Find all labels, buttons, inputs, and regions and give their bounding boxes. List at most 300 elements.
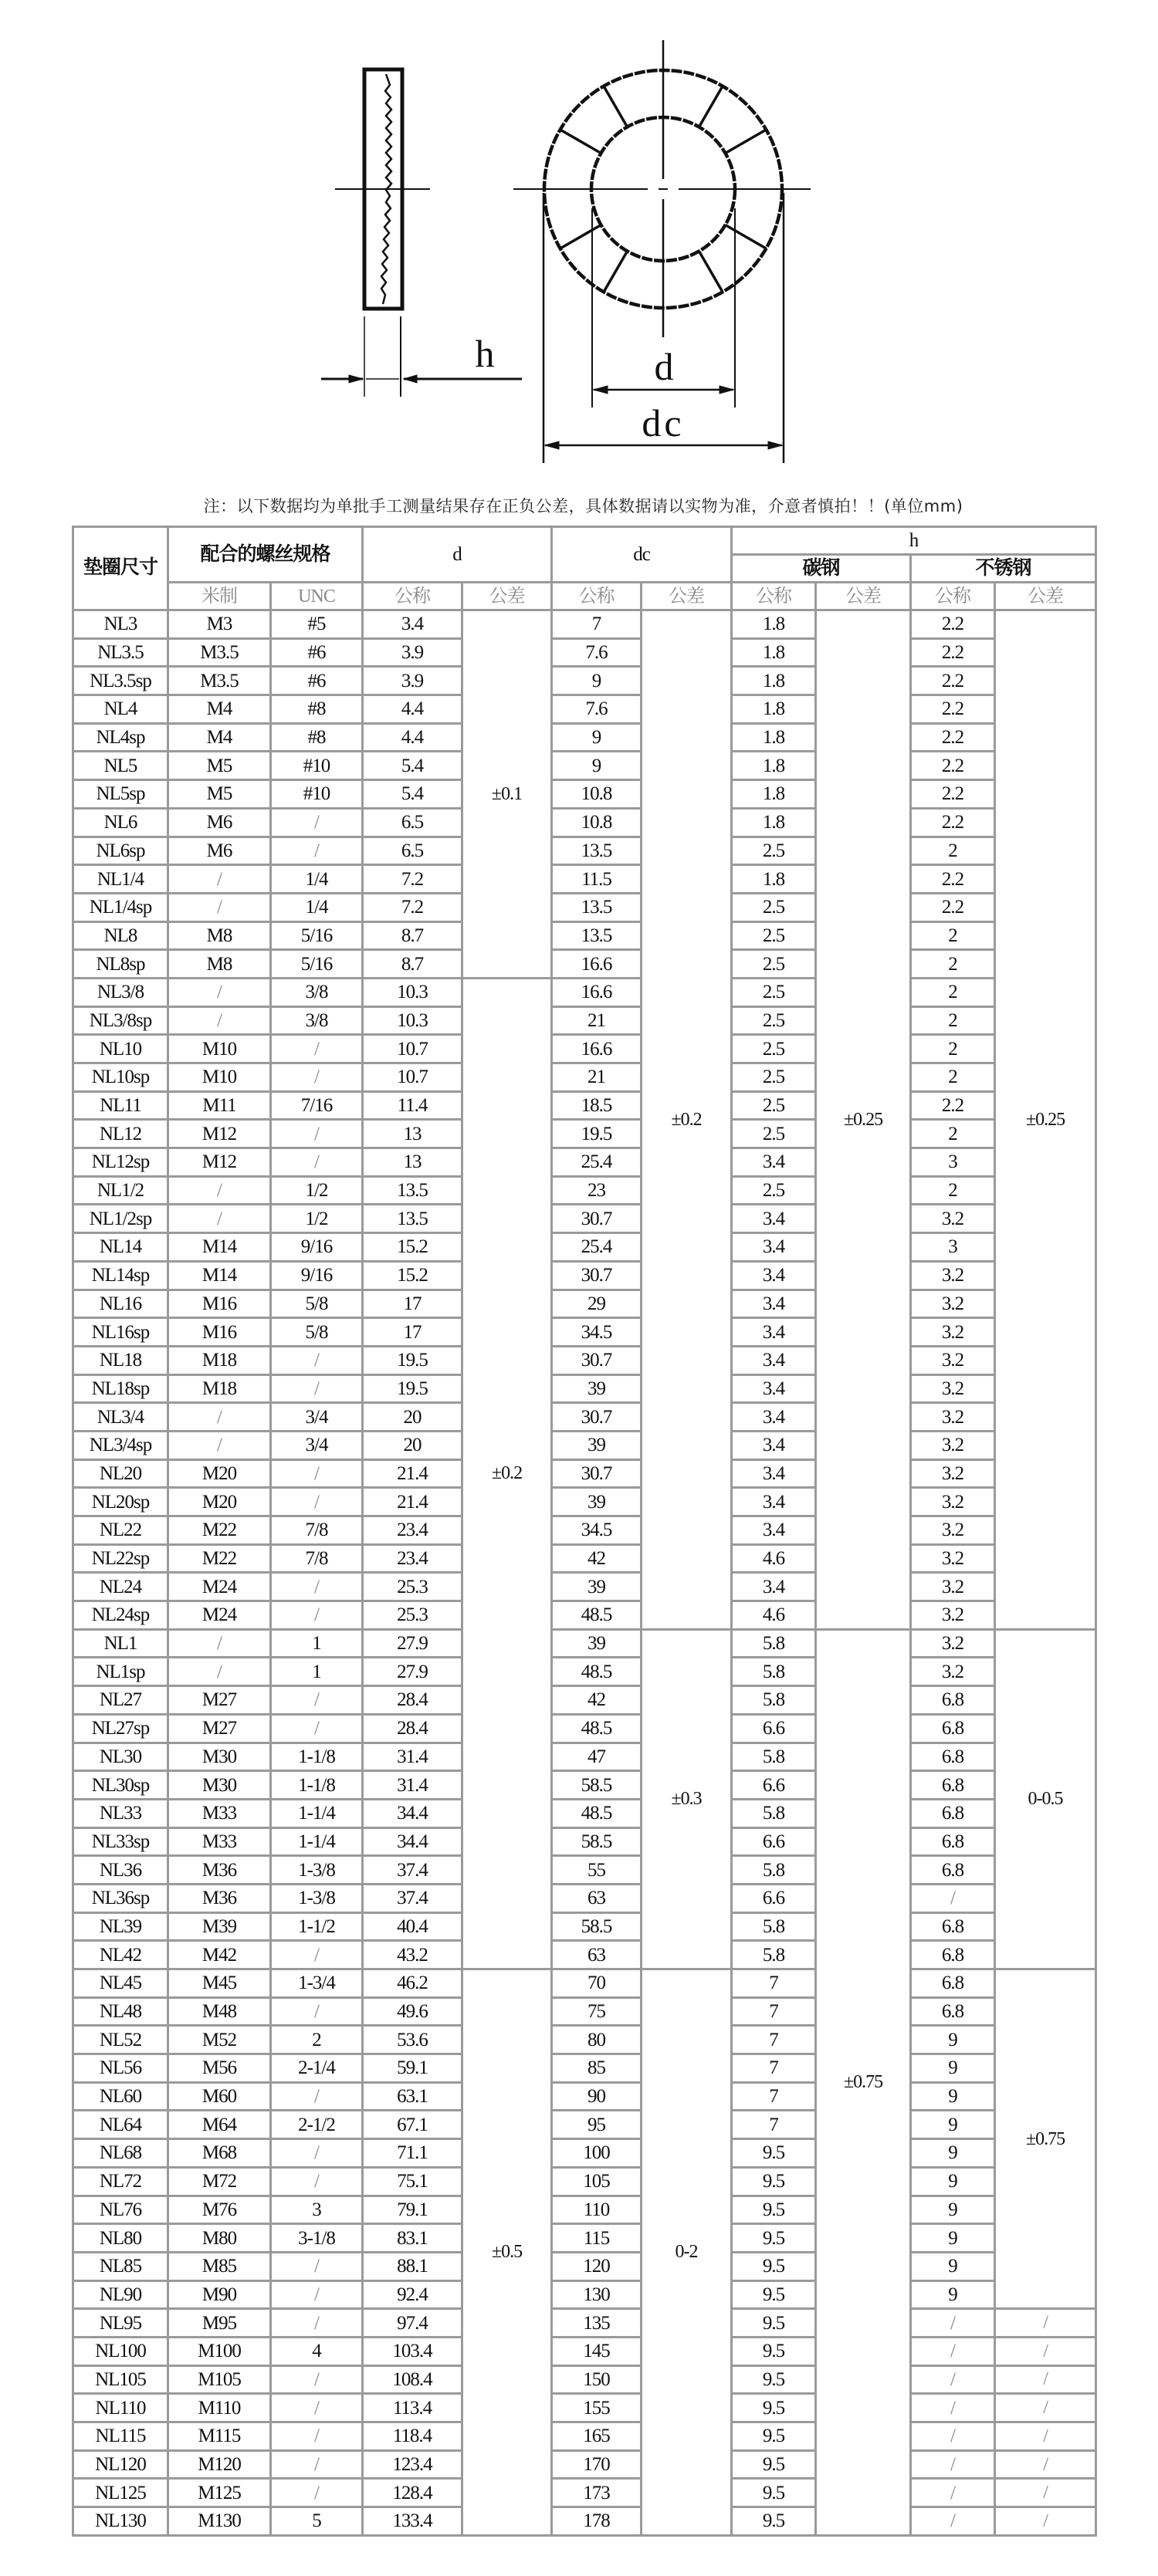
d-nominal: 37.4: [363, 1884, 462, 1912]
washer-size: NL3/8sp: [73, 1006, 168, 1035]
dc-nominal: 58.5: [552, 1771, 642, 1800]
dc-nominal: 34.5: [552, 1516, 642, 1545]
unc-thread: #6: [271, 638, 363, 667]
metric-thread: M115: [168, 2422, 271, 2451]
h-stainless-nominal: 6.8: [911, 1912, 995, 1941]
header-carbon-tolerance: 公差: [816, 583, 911, 610]
washer-size: NL24: [73, 1573, 168, 1601]
h-carbon-nominal: 5.8: [732, 1912, 816, 1941]
d-nominal: 6.5: [363, 837, 462, 865]
unc-thread: /: [271, 2365, 363, 2394]
h-carbon-nominal: 1.8: [732, 865, 816, 894]
washer-tooth-line: [699, 252, 723, 292]
d-nominal: 20: [363, 1431, 462, 1459]
header-stainless-nominal: 公称: [911, 583, 995, 610]
unc-thread: 1/4: [271, 893, 363, 921]
table-row: [73, 2309, 1096, 2338]
h-stainless-nominal: 6.8: [911, 1714, 995, 1743]
washer-size: NL10sp: [73, 1063, 168, 1092]
dc-nominal: 58.5: [552, 1912, 642, 1941]
dc-nominal: 48.5: [552, 1658, 642, 1686]
h-carbon-nominal: 7: [732, 2111, 816, 2139]
dc-nominal: 9: [552, 752, 642, 780]
d-nominal: 4.4: [363, 723, 462, 752]
h-stainless-nominal: 9: [911, 2054, 995, 2083]
h-stainless-nominal: 2: [911, 1120, 995, 1148]
table-row: [73, 1035, 1096, 1063]
washer-size: NL72: [73, 2167, 168, 2196]
h-carbon-nominal: 9.5: [732, 2450, 816, 2479]
unc-thread: #6: [271, 667, 363, 695]
metric-thread: /: [168, 1431, 271, 1459]
metric-thread: M22: [168, 1544, 271, 1573]
unc-thread: 1-3/8: [271, 1856, 363, 1885]
d-nominal: 13: [363, 1148, 462, 1177]
washer-size: NL20: [73, 1459, 168, 1488]
h-stainless-nominal: 2.2: [911, 865, 995, 894]
washer-size: NL27: [73, 1686, 168, 1715]
washer-size: NL22: [73, 1516, 168, 1545]
h-stainless-nominal: 3.2: [911, 1459, 995, 1488]
dc-nominal: 39: [552, 1431, 642, 1459]
d-nominal: 10.3: [363, 1006, 462, 1035]
washer-size: NL24sp: [73, 1601, 168, 1630]
metric-thread: M30: [168, 1743, 271, 1771]
washer-dimension-diagram: [0, 0, 1158, 478]
washer-size: NL3.5sp: [73, 667, 168, 695]
dc-nominal: 115: [552, 2224, 642, 2253]
h-stainless-nominal: /: [911, 2337, 995, 2365]
unc-thread: 3-1/8: [271, 2224, 363, 2253]
dc-nominal: 30.7: [552, 1403, 642, 1432]
table-row: [73, 1290, 1096, 1318]
table-row: [73, 978, 1096, 1006]
dc-nominal: 42: [552, 1686, 642, 1715]
table-row: [73, 1629, 1096, 1658]
d-nominal: 123.4: [363, 2450, 462, 2479]
h-stainless-nominal: 6.8: [911, 1827, 995, 1856]
table-row: [73, 1714, 1096, 1743]
h-carbon-nominal: 3.4: [732, 1290, 816, 1318]
dc-nominal: 19.5: [552, 1120, 642, 1148]
h-stainless-tolerance: /: [995, 2309, 1096, 2338]
washer-size: NL39: [73, 1912, 168, 1941]
d-nominal: 23.4: [363, 1544, 462, 1573]
unc-thread: /: [271, 1686, 363, 1715]
h-carbon-nominal: 1.8: [732, 780, 816, 809]
h-carbon-nominal: 5.8: [732, 1941, 816, 1969]
table-row: [73, 865, 1096, 894]
table-row: [73, 1573, 1096, 1601]
dc-nominal: 58.5: [552, 1827, 642, 1856]
h-stainless-nominal: 2.2: [911, 752, 995, 780]
d-nominal: 7.2: [363, 865, 462, 894]
washer-size: NL100: [73, 2337, 168, 2365]
metric-thread: M4: [168, 723, 271, 752]
h-carbon-nominal: 9.5: [732, 2280, 816, 2309]
d-nominal: 118.4: [363, 2422, 462, 2451]
unc-thread: 3/8: [271, 978, 363, 1006]
dc-nominal: 173: [552, 2479, 642, 2507]
dc-nominal: 150: [552, 2365, 642, 2394]
h-carbon-nominal: 1.8: [732, 610, 816, 639]
dc-nominal: 85: [552, 2054, 642, 2083]
table-row: [73, 2394, 1096, 2422]
d-nominal: 113.4: [363, 2394, 462, 2422]
unc-thread: 5/16: [271, 921, 363, 950]
h-stainless-nominal: 3.2: [911, 1374, 995, 1403]
table-row: [73, 1091, 1096, 1120]
metric-thread: /: [168, 1629, 271, 1658]
washer-size: NL20sp: [73, 1488, 168, 1516]
metric-thread: M72: [168, 2167, 271, 2196]
metric-thread: /: [168, 1205, 271, 1233]
h-carbon-nominal: 9.5: [732, 2139, 816, 2168]
h-stainless-tolerance: /: [995, 2394, 1096, 2422]
h-stainless-nominal: /: [911, 2479, 995, 2507]
washer-tooth-line: [604, 252, 628, 292]
washer-size: NL95: [73, 2309, 168, 2338]
header-stainless-steel: 不锈钢: [911, 555, 1096, 583]
dc-nominal: 80: [552, 2026, 642, 2054]
metric-thread: M56: [168, 2054, 271, 2083]
unc-thread: /: [271, 1148, 363, 1177]
dc-nominal: 11.5: [552, 865, 642, 894]
d-nominal: 10.7: [363, 1063, 462, 1092]
unc-thread: 5/16: [271, 950, 363, 979]
table-row: [73, 1658, 1096, 1686]
unc-thread: /: [271, 1063, 363, 1092]
h-carbon-nominal: 5.8: [732, 1856, 816, 1885]
metric-thread: M80: [168, 2224, 271, 2253]
d-nominal: 92.4: [363, 2280, 462, 2309]
washer-size: NL30: [73, 1743, 168, 1771]
d-nominal: 27.9: [363, 1629, 462, 1658]
d-nominal: 67.1: [363, 2111, 462, 2139]
h-carbon-nominal: 1.8: [732, 638, 816, 667]
metric-thread: M130: [168, 2507, 271, 2536]
metric-thread: M14: [168, 1261, 271, 1290]
d-nominal: 15.2: [363, 1233, 462, 1262]
dc-nominal: 7.6: [552, 695, 642, 724]
unc-thread: 9/16: [271, 1233, 363, 1262]
washer-size: NL60: [73, 2082, 168, 2111]
washer-size: NL6: [73, 808, 168, 837]
dc-nominal: 30.7: [552, 1205, 642, 1233]
washer-size: NL115: [73, 2422, 168, 2451]
metric-thread: M85: [168, 2252, 271, 2280]
h-carbon-nominal: 1.8: [732, 752, 816, 780]
metric-thread: M48: [168, 1997, 271, 2026]
dc-nominal: 39: [552, 1573, 642, 1601]
unc-thread: 1-1/8: [271, 1743, 363, 1771]
dc-nominal: 63: [552, 1941, 642, 1969]
h-carbon-nominal: 7: [732, 1997, 816, 2026]
h-carbon-nominal: 7: [732, 2026, 816, 2054]
metric-thread: M60: [168, 2082, 271, 2111]
dc-nominal: 21: [552, 1006, 642, 1035]
d-nominal: 5.4: [363, 780, 462, 809]
header-metric: 米制: [168, 583, 271, 610]
dc-nominal: 48.5: [552, 1714, 642, 1743]
h-carbon-nominal: 2.5: [732, 1091, 816, 1120]
unc-thread: 1/2: [271, 1176, 363, 1205]
h-stainless-nominal: /: [911, 2507, 995, 2536]
washer-tooth-line: [560, 130, 601, 154]
h-stainless-nominal: 2: [911, 950, 995, 979]
unc-thread: /: [271, 1941, 363, 1969]
washer-size: NL5sp: [73, 780, 168, 809]
unc-thread: 5/8: [271, 1290, 363, 1318]
d-nominal: 23.4: [363, 1516, 462, 1545]
table-row: [73, 1912, 1096, 1941]
h-stainless-nominal: 3.2: [911, 1658, 995, 1686]
table-row: [73, 921, 1096, 950]
unc-thread: /: [271, 2309, 363, 2338]
washer-size: NL52: [73, 2026, 168, 2054]
metric-thread: M24: [168, 1601, 271, 1630]
h-carbon-nominal: 9.5: [732, 2224, 816, 2253]
unc-thread: 3/8: [271, 1006, 363, 1035]
unc-thread: /: [271, 2280, 363, 2309]
table-row: [73, 752, 1096, 780]
header-unc: UNC: [271, 583, 363, 610]
h-stainless-nominal: /: [911, 2450, 995, 2479]
h-stainless-nominal: /: [911, 2309, 995, 2338]
washer-size: NL16sp: [73, 1318, 168, 1347]
dc-nominal: 110: [552, 2196, 642, 2224]
table-row: [73, 610, 1096, 639]
washer-tooth-line: [560, 225, 601, 249]
unc-thread: 1-1/2: [271, 1912, 363, 1941]
table-row: [73, 1205, 1096, 1233]
header-d-nominal: 公称: [363, 583, 462, 610]
h-stainless-tolerance: ±0.25: [995, 610, 1096, 1630]
d-nominal: 34.4: [363, 1827, 462, 1856]
unc-thread: 1: [271, 1658, 363, 1686]
washer-size: NL30sp: [73, 1771, 168, 1800]
table-row: [73, 1544, 1096, 1573]
metric-thread: M8: [168, 950, 271, 979]
table-row: [73, 1006, 1096, 1035]
metric-thread: M110: [168, 2394, 271, 2422]
unc-thread: /: [271, 2479, 363, 2507]
table-row: [73, 2167, 1096, 2196]
unc-thread: 1-3/8: [271, 1884, 363, 1912]
washer-size: NL1/2: [73, 1176, 168, 1205]
table-row: [73, 1346, 1096, 1374]
dc-nominal: 30.7: [552, 1346, 642, 1374]
h-label: h: [475, 332, 495, 375]
h-stainless-nominal: 3.2: [911, 1431, 995, 1459]
dc-nominal: 42: [552, 1544, 642, 1573]
metric-thread: M22: [168, 1516, 271, 1545]
metric-thread: M120: [168, 2450, 271, 2479]
dc-nominal: 10.8: [552, 780, 642, 809]
dc-nominal: 13.5: [552, 921, 642, 950]
h-stainless-tolerance: /: [995, 2450, 1096, 2479]
h-carbon-nominal: 7: [732, 2082, 816, 2111]
h-stainless-nominal: 6.8: [911, 1856, 995, 1885]
metric-thread: M52: [168, 2026, 271, 2054]
h-stainless-nominal: /: [911, 1884, 995, 1912]
h-carbon-nominal: 3.4: [732, 1403, 816, 1432]
h-carbon-nominal: 3.4: [732, 1516, 816, 1545]
d-nominal: 21.4: [363, 1459, 462, 1488]
d-nominal: 63.1: [363, 2082, 462, 2111]
dc-tolerance: ±0.2: [642, 610, 732, 1630]
h-stainless-nominal: 2: [911, 921, 995, 950]
h-carbon-nominal: 2.5: [732, 1063, 816, 1092]
washer-size: NL85: [73, 2252, 168, 2280]
h-stainless-nominal: 2: [911, 978, 995, 1006]
unc-thread: /: [271, 808, 363, 837]
header-carbon-nominal: 公称: [732, 583, 816, 610]
metric-thread: M14: [168, 1233, 271, 1262]
h-carbon-nominal: 3.4: [732, 1459, 816, 1488]
h-carbon-nominal: 5.8: [732, 1658, 816, 1686]
h-carbon-tolerance: ±0.25: [816, 610, 911, 1630]
h-stainless-tolerance: ±0.75: [995, 1969, 1096, 2309]
h-stainless-nominal: 2: [911, 1006, 995, 1035]
dc-nominal: 25.4: [552, 1233, 642, 1262]
metric-thread: /: [168, 865, 271, 894]
h-carbon-nominal: 6.6: [732, 1884, 816, 1912]
h-carbon-nominal: 3.4: [732, 1374, 816, 1403]
d-nominal: 8.7: [363, 950, 462, 979]
dc-nominal: 135: [552, 2309, 642, 2338]
h-carbon-nominal: 6.6: [732, 1714, 816, 1743]
d-nominal: 13: [363, 1120, 462, 1148]
dc-nominal: 39: [552, 1629, 642, 1658]
unc-thread: /: [271, 1346, 363, 1374]
metric-thread: M11: [168, 1091, 271, 1120]
washer-size: NL1: [73, 1629, 168, 1658]
h-stainless-nominal: 6.8: [911, 1799, 995, 1827]
h-stainless-nominal: 3.2: [911, 1261, 995, 1290]
h-carbon-nominal: 1.8: [732, 667, 816, 695]
d-nominal: 79.1: [363, 2196, 462, 2224]
h-carbon-nominal: 3.4: [732, 1205, 816, 1233]
h-carbon-nominal: 7: [732, 1969, 816, 1998]
h-stainless-nominal: 2.2: [911, 893, 995, 921]
washer-size: NL68: [73, 2139, 168, 2168]
unc-thread: 1-1/8: [271, 1771, 363, 1800]
d-nominal: 28.4: [363, 1714, 462, 1743]
table-row: [73, 950, 1096, 979]
washer-size: NL130: [73, 2507, 168, 2536]
d-nominal: 34.4: [363, 1799, 462, 1827]
dc-nominal: 63: [552, 1884, 642, 1912]
unc-thread: #10: [271, 752, 363, 780]
h-carbon-nominal: 9.5: [732, 2422, 816, 2451]
unc-thread: /: [271, 837, 363, 865]
washer-size: NL64: [73, 2111, 168, 2139]
d-nominal: 40.4: [363, 1912, 462, 1941]
header-h: h: [732, 527, 1096, 555]
table-row: [73, 2337, 1096, 2365]
dc-nominal: 39: [552, 1374, 642, 1403]
table-row: [73, 780, 1096, 809]
d-nominal: 28.4: [363, 1686, 462, 1715]
table-row: [73, 1374, 1096, 1403]
h-stainless-nominal: 9: [911, 2252, 995, 2280]
h-carbon-nominal: 9.5: [732, 2394, 816, 2422]
d-nominal: 25.3: [363, 1601, 462, 1630]
h-carbon-nominal: 3.4: [732, 1431, 816, 1459]
metric-thread: M6: [168, 837, 271, 865]
d-nominal: 43.2: [363, 1941, 462, 1969]
washer-size: NL80: [73, 2224, 168, 2253]
table-row: [73, 1997, 1096, 2026]
d-nominal: 103.4: [363, 2337, 462, 2365]
metric-thread: M18: [168, 1346, 271, 1374]
table-row: [73, 1120, 1096, 1148]
washer-size: NL8sp: [73, 950, 168, 979]
measurement-note: 注：以下数据均为单批手工测量结果存在正负公差，具体数据请以实物为准，介意者慎拍！！(单位mm): [203, 497, 963, 516]
table-row: [73, 1743, 1096, 1771]
dc-nominal: 16.6: [552, 978, 642, 1006]
unc-thread: #5: [271, 610, 363, 639]
d-nominal: 10.7: [363, 1035, 462, 1063]
dc-nominal: 10.8: [552, 808, 642, 837]
unc-thread: /: [271, 2167, 363, 2196]
metric-thread: M6: [168, 808, 271, 837]
metric-thread: /: [168, 1006, 271, 1035]
washer-size: NL36: [73, 1856, 168, 1885]
metric-thread: M100: [168, 2337, 271, 2365]
h-stainless-nominal: 9: [911, 2196, 995, 2224]
washer-size: NL120: [73, 2450, 168, 2479]
table-row: [73, 808, 1096, 837]
d-nominal: 3.9: [363, 667, 462, 695]
h-carbon-nominal: 5.8: [732, 1743, 816, 1771]
d-nominal: 4.4: [363, 695, 462, 724]
h-carbon-nominal: 2.5: [732, 1120, 816, 1148]
d-nominal: 75.1: [363, 2167, 462, 2196]
metric-thread: M16: [168, 1318, 271, 1347]
dc-nominal: 145: [552, 2337, 642, 2365]
table-row: [73, 2082, 1096, 2111]
table-row: [73, 1261, 1096, 1290]
d-label: d: [654, 345, 674, 388]
h-stainless-nominal: 3.2: [911, 1318, 995, 1347]
table-row: [73, 1856, 1096, 1885]
h-carbon-nominal: 9.5: [732, 2507, 816, 2536]
washer-size: NL45: [73, 1969, 168, 1998]
metric-thread: M90: [168, 2280, 271, 2309]
dc-nominal: 48.5: [552, 1601, 642, 1630]
metric-thread: M27: [168, 1686, 271, 1715]
h-carbon-nominal: 4.6: [732, 1544, 816, 1573]
unc-thread: 2: [271, 2026, 363, 2054]
unc-thread: 2-1/4: [271, 2054, 363, 2083]
washer-size: NL14: [73, 1233, 168, 1262]
dc-nominal: 75: [552, 1997, 642, 2026]
washer-size: NL125: [73, 2479, 168, 2507]
dc-tolerance: ±0.3: [642, 1629, 732, 1969]
h-stainless-nominal: 2.2: [911, 780, 995, 809]
h-carbon-nominal: 3.4: [732, 1148, 816, 1177]
h-carbon-nominal: 5.8: [732, 1629, 816, 1658]
dc-nominal: 34.5: [552, 1318, 642, 1347]
metric-thread: M3.5: [168, 638, 271, 667]
h-stainless-nominal: 2: [911, 1035, 995, 1063]
unc-thread: /: [271, 1997, 363, 2026]
h-stainless-nominal: /: [911, 2422, 995, 2451]
h-stainless-nominal: 3.2: [911, 1601, 995, 1630]
table-row: [73, 2479, 1096, 2507]
